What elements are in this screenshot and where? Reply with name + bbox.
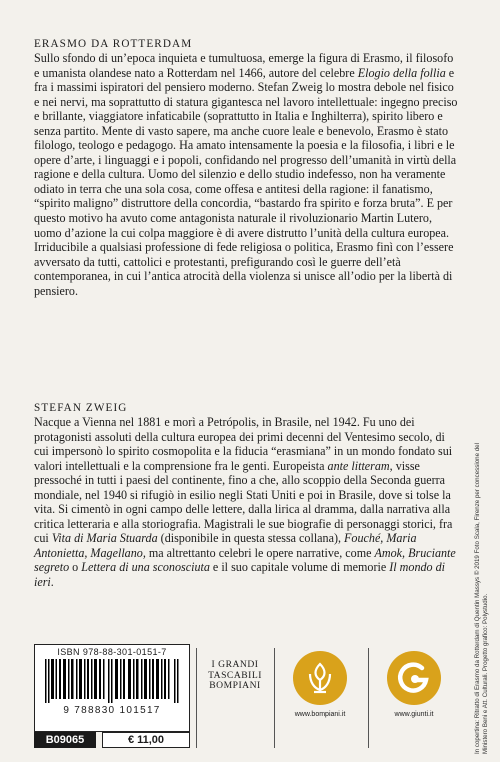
series-name: I GRANDI TASCABILI BOMPIANI <box>208 659 262 692</box>
zweig-paragraph: Nacque a Vienna nel 1881 e morì a Petrópolis, in Brasile, nel 1942. Fu uno dei protagonisti assoluti della cultura europea dei primi decenni del Ventesimo secolo, di cui impersonò lo spirito cosmopolita e la fiducia “erasmiana” in un mondo fondato sui valori intellettuali e la comprensione fra le genti. Europeista ante litteram, visse pressoché in tutti i paesi del continente, fino a che, allo scoppio della Seconda guerra mondiale, nel 1940 si rifugiò in esilio negli Stati Uniti e poi in Brasile, dove si tolse la vita. Si cimentò in ogni campo delle lettere, dalla lirica al dramma, dalla narrativa alla critica letteraria e alla storiografia. Magistrali le sue biografie di personaggi storici, fra cui Vita di Maria Stuarda (disponibile in questa stessa collana), Fouché, Maria Antonietta, Magellano, ma altrettanto celebri le opere narrative, come Amok, Bruciante segreto o Lettera di una sconosciuta e il suo capitale volume di memorie Il mondo di ieri. <box>34 415 456 590</box>
divider-line <box>274 648 275 748</box>
divider-line <box>368 648 369 748</box>
code-price-row <box>34 732 190 748</box>
divider-line <box>196 648 197 748</box>
barcode-bars <box>45 659 179 703</box>
cover-credits: In copertina: Ritratto di Erasmo da Rotterdam di Quentin Massys © 2019 Foto Scala, Firenze per concessione del Ministero Beni e Att. Culturali. Progetto grafico: Polystudio. <box>474 443 489 754</box>
isbn-label: ISBN 978-88-301-0151-7 <box>57 647 167 657</box>
erasmo-section <box>34 38 460 298</box>
erasmo-paragraph: Sullo sfondo di un’epoca inquieta e tumultuosa, emerge la figura di Erasmo, il filosofo e umanista olandese nato a Rotterdam nel 1466, autore del celebre Elogio della follia e fra i massimi ispiratori del pensiero moderno. Stefan Zweig lo mostra debole nel fisico e nei nervi, ma soprattutto di statura gigantesca nel lavoro intellettuale: ingegno preciso e brillante, viaggiatore infaticabile (soprattutto in Italia e Inghilterra), spirito libero e senza partito. Mente di vasto sapere, ma anche cuore leale e benevolo, Erasmo è stato filologo, teologo e pedagogo. Ha amato intensamente la poesia e la filosofia, i libri e le opere d’arte, i linguaggi e i popoli, confidando nel progresso dell’umanità in virtù della ragione e della cultura. Uomo del silenzio e dello studio indefesso, non ha veramente odiato in terra che una sola cosa, come offesa e antitesi della ragione: il fanatismo, “spirito maligno” distruttore della concordia, “bastardo fra spirito e forza bruta”. E per questo motivo ha avuto come antagonista naturale il rivoluzionario Martin Lutero, uomo d’azione la cui colpa maggiore è di avere distrutto l’unità della cultura europea. Irriducibile a qualsiasi professione di fede religiosa o politica, Erasmo finì con l’essere avversato da tutti, cattolici e protestanti, prefigurando così le guerre dell’età contemporanea, in cui l’antica atrocità della violenza si unisce all’odio per la libertà di pensiero. <box>34 51 458 298</box>
section-heading-zweig: STEFAN ZWEIG <box>34 402 128 414</box>
zweig-section <box>34 402 460 590</box>
barcode-digits: 9 788830 101517 <box>63 705 161 716</box>
bompiani-url: www.bompiani.it <box>294 711 346 718</box>
giunti-logo-icon <box>386 650 442 706</box>
bompiani-logo-icon <box>292 650 348 706</box>
giunti-url: www.giunti.it <box>394 711 434 718</box>
barcode-box <box>34 644 190 732</box>
product-code: B09065 <box>34 732 96 748</box>
price-label: € 11,00 <box>102 732 190 748</box>
section-heading-erasmo: ERASMO DA ROTTERDAM <box>34 38 193 50</box>
